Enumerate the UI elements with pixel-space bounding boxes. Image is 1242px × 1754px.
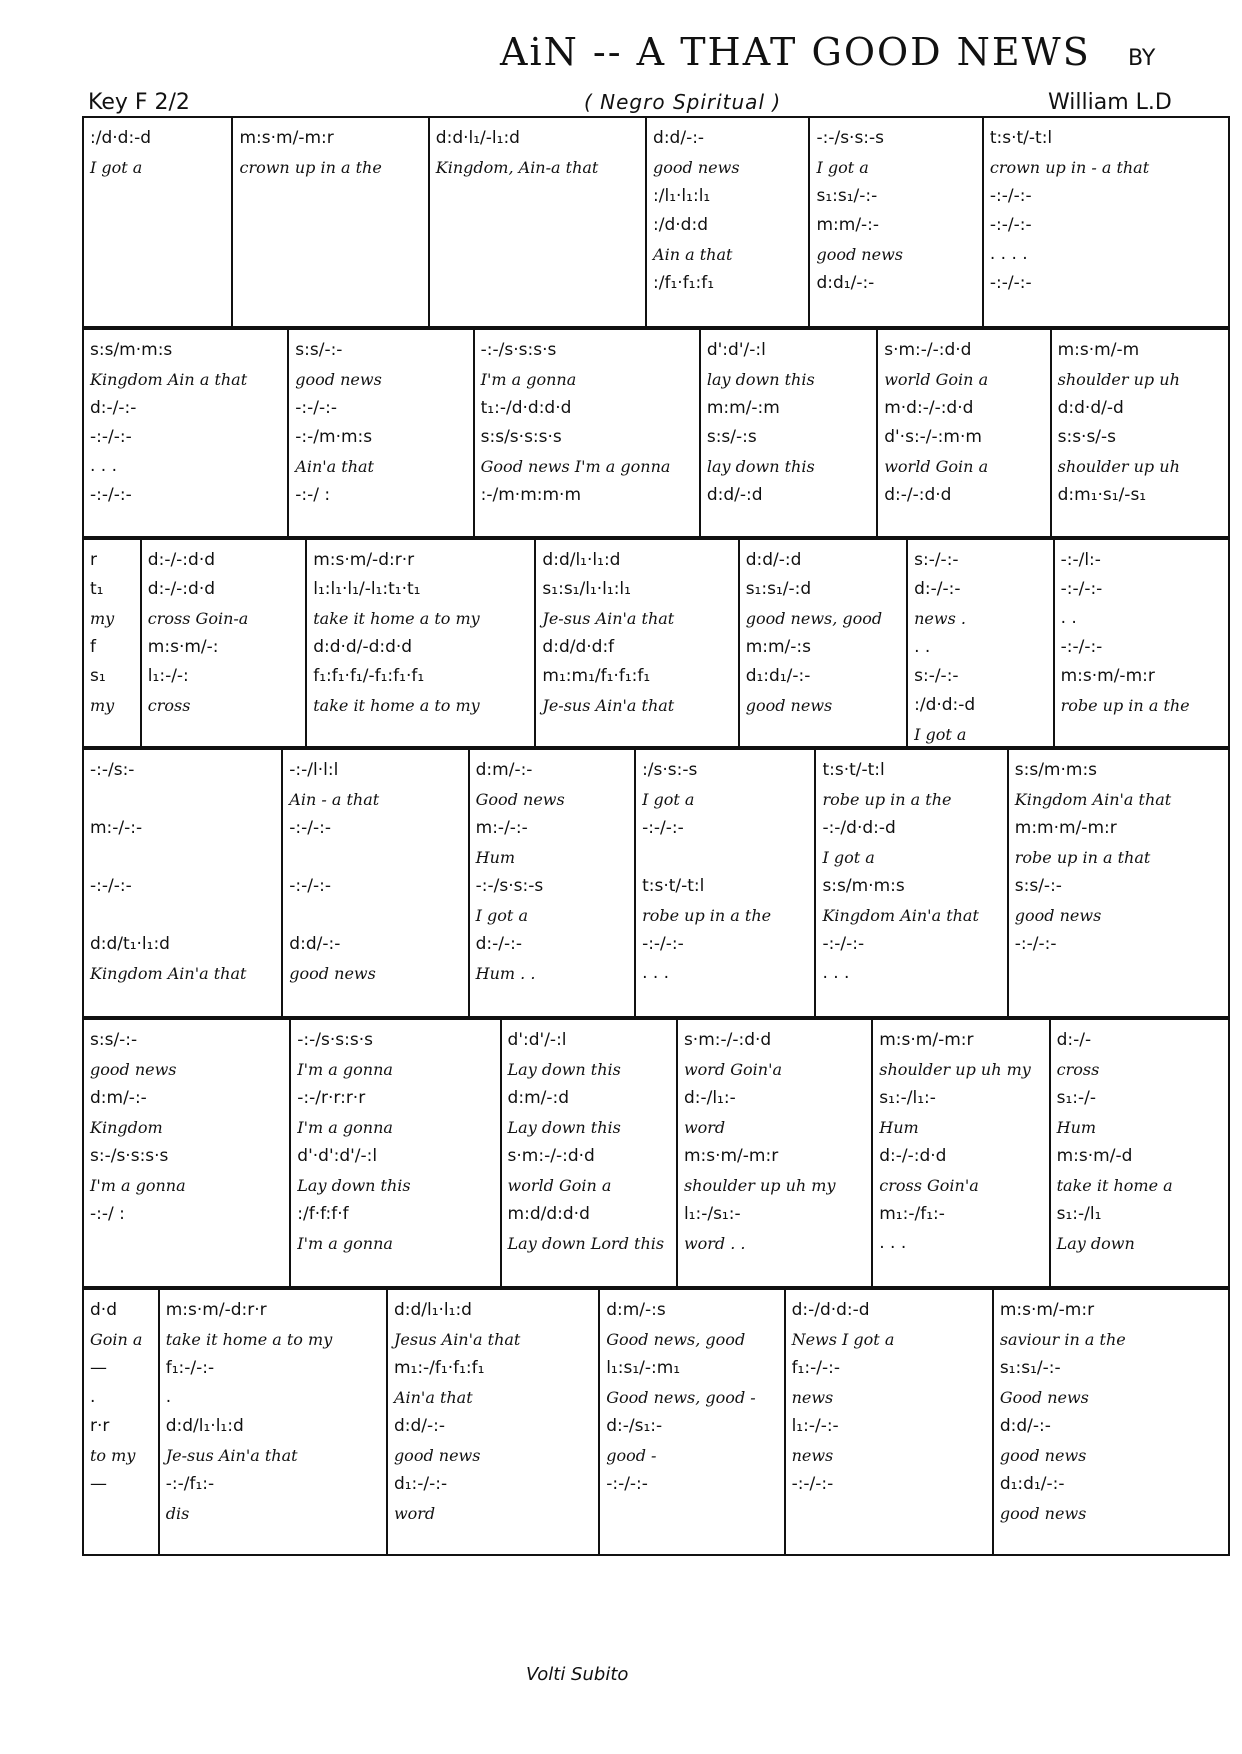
lyric-line: Kingdom Ain'a that bbox=[1014, 790, 1172, 809]
solfa-line: -:-/-:- bbox=[989, 215, 1032, 235]
solfa-line: -:-/-:- bbox=[606, 1474, 648, 1494]
lyric-line: Lay down this bbox=[297, 1176, 411, 1195]
solfa-line: m:m/-:m bbox=[706, 398, 780, 418]
solfa-line: t₁ bbox=[90, 579, 104, 599]
lyric-line: news bbox=[791, 1446, 834, 1465]
lyric-line: News I got a bbox=[791, 1330, 895, 1349]
solfa-line: :/f₁·f₁:f₁ bbox=[653, 273, 715, 293]
lyric-line: good news bbox=[999, 1446, 1087, 1465]
solfa-line: -:-/-:- bbox=[822, 934, 865, 954]
lyric-line: saviour in a the bbox=[999, 1330, 1126, 1349]
lyric-line: robe up in a the bbox=[1060, 696, 1190, 715]
volti-subito-note: Volti Subito bbox=[526, 1664, 629, 1685]
key-signature: Key F 2/2 bbox=[88, 90, 190, 115]
lyric-line: word . . bbox=[683, 1234, 746, 1253]
music-system-1 bbox=[82, 116, 1230, 328]
solfa-line: s:-/s·s:s·s bbox=[90, 1146, 169, 1166]
solfa-line: m₁:-/f₁:- bbox=[879, 1204, 945, 1224]
lyric-line: good news bbox=[816, 245, 903, 264]
lyric-line: Goin a bbox=[90, 1330, 143, 1349]
solfa-line: s:-/-:- bbox=[914, 666, 959, 686]
solfa-line: s:s/m·m:s bbox=[1014, 760, 1098, 780]
lyric-line: I'm a gonna bbox=[297, 1118, 393, 1137]
solfa-line: d:d/d·d:f bbox=[542, 637, 615, 657]
lyric-line: Ain'a that bbox=[393, 1388, 473, 1407]
lyric-line: Je-sus Ain'a that bbox=[165, 1446, 298, 1465]
solfa-line: d:d/l₁·l₁:d bbox=[393, 1300, 472, 1320]
solfa-line: s:s·s/-s bbox=[1057, 427, 1117, 447]
measure bbox=[1055, 540, 1228, 746]
solfa-line: d:-/- bbox=[1056, 1030, 1092, 1050]
by-label: BY bbox=[1128, 46, 1156, 71]
lyric-line: Kingdom bbox=[90, 1118, 163, 1137]
solfa-line: m·d:-/-:d·d bbox=[884, 398, 974, 418]
lyric-line: good news bbox=[90, 1060, 177, 1079]
lyric-line: Good news I'm a gonna bbox=[480, 457, 671, 476]
solfa-line: :/l₁·l₁:l₁ bbox=[653, 186, 711, 206]
lyric-line: Good news bbox=[999, 1388, 1089, 1407]
solfa-line: — bbox=[90, 1358, 107, 1378]
solfa-line: f₁:f₁·f₁/-f₁:f₁·f₁ bbox=[313, 666, 425, 686]
measure bbox=[701, 330, 878, 536]
lyric-line: I'm a gonna bbox=[90, 1176, 186, 1195]
solfa-line: f₁:-/-:- bbox=[791, 1358, 840, 1378]
lyric-line: good news bbox=[1014, 906, 1102, 925]
lyric-line: to my bbox=[90, 1446, 136, 1465]
solfa-line: m:s·m/-d:r·r bbox=[165, 1300, 267, 1320]
lyric-line: Je-sus Ain'a that bbox=[542, 609, 675, 628]
solfa-line: m:s·m/-m bbox=[1057, 340, 1140, 360]
solfa-line: -:-/-:- bbox=[1014, 934, 1057, 954]
solfa-line bbox=[84, 843, 281, 872]
solfa-line: d:d/-:- bbox=[999, 1416, 1051, 1436]
solfa-line: r bbox=[90, 550, 97, 570]
lyric-line: lay down this bbox=[706, 370, 815, 389]
solfa-line: . . bbox=[1060, 608, 1077, 628]
lyric-line: I got a bbox=[822, 848, 875, 867]
solfa-line: s:s/-:s bbox=[706, 427, 757, 447]
solfa-line: . . . bbox=[822, 963, 850, 983]
solfa-line: -:-/-:- bbox=[295, 398, 338, 418]
solfa-line: s₁ bbox=[90, 666, 106, 686]
measure bbox=[283, 750, 469, 1016]
solfa-line: m:s·m/-d bbox=[1056, 1146, 1133, 1166]
solfa-line: d:d/l₁·l₁:d bbox=[165, 1416, 244, 1436]
lyric-line: take it home a to my bbox=[313, 696, 480, 715]
measure bbox=[873, 1020, 1050, 1286]
solfa-line bbox=[283, 843, 467, 872]
lyric-line: I got a bbox=[816, 158, 869, 177]
solfa-line: s₁:s₁/l₁·l₁:l₁ bbox=[542, 579, 631, 599]
song-subtitle: ( Negro Spiritual ) bbox=[584, 90, 782, 114]
solfa-line: s₁:s₁/-:d bbox=[745, 579, 812, 599]
lyric-line: Hum . . bbox=[475, 964, 536, 983]
solfa-line: d':d'/-:l bbox=[706, 340, 766, 360]
solfa-line: d'·d':d'/-:l bbox=[297, 1146, 378, 1166]
measure bbox=[908, 540, 1054, 746]
solfa-line: m:s·m/-m:r bbox=[1060, 666, 1155, 686]
solfa-line: s·m:-/-:d·d bbox=[507, 1146, 595, 1166]
lyric-line: cross Goin'a bbox=[879, 1176, 979, 1195]
lyric-line: my bbox=[90, 609, 115, 628]
lyric-line: robe up in a that bbox=[1014, 848, 1151, 867]
solfa-line: d:d/-:- bbox=[653, 128, 705, 148]
solfa-line: -:-/f₁:- bbox=[165, 1474, 215, 1494]
solfa-line: m₁:m₁/f₁·f₁:f₁ bbox=[542, 666, 651, 686]
solfa-line: -:-/s·s:s·s bbox=[297, 1030, 373, 1050]
solfa-line: d:m/-:- bbox=[475, 760, 533, 780]
solfa-line: r·r bbox=[90, 1416, 110, 1436]
solfa-line: -:-/r·r:r·r bbox=[297, 1088, 366, 1108]
solfa-line: :/s·s:-s bbox=[642, 760, 698, 780]
lyric-line: Kingdom Ain'a that bbox=[90, 964, 247, 983]
measure bbox=[636, 750, 816, 1016]
solfa-line: d₁:d₁/-:- bbox=[999, 1474, 1065, 1494]
solfa-line: -:-/m·m:s bbox=[295, 427, 373, 447]
lyric-line: Kingdom, Ain-a that bbox=[435, 158, 599, 177]
solfa-line bbox=[84, 785, 281, 814]
measure bbox=[1009, 750, 1228, 1016]
solfa-line: s₁:-/l₁ bbox=[1056, 1204, 1102, 1224]
music-system-4 bbox=[82, 748, 1230, 1018]
solfa-line: d:m/-:- bbox=[90, 1088, 147, 1108]
solfa-line: l₁:s₁/-:m₁ bbox=[606, 1358, 681, 1378]
solfa-line: d:-/-:d·d bbox=[884, 485, 952, 505]
solfa-line: m:-/-:- bbox=[475, 818, 528, 838]
measure bbox=[786, 1290, 994, 1554]
lyric-line: crown up in a the bbox=[239, 158, 382, 177]
solfa-line: d:d·d/-d:d·d bbox=[313, 637, 413, 657]
solfa-line bbox=[786, 1499, 992, 1528]
solfa-line: -:-/-:- bbox=[289, 876, 332, 896]
lyric-line: take it home a to my bbox=[165, 1330, 333, 1349]
lyric-line: Good news, good bbox=[606, 1330, 746, 1349]
lyric-line: Good news bbox=[475, 790, 565, 809]
lyric-line: good - bbox=[606, 1446, 657, 1465]
lyric-line: dis bbox=[165, 1504, 190, 1523]
lyric-line: world Goin a bbox=[884, 370, 989, 389]
lyric-line: word Goin'a bbox=[683, 1060, 783, 1079]
solfa-line bbox=[636, 843, 814, 872]
solfa-line: m:m/-:- bbox=[816, 215, 880, 235]
lyric-line: Lay down this bbox=[507, 1118, 621, 1137]
lyric-line: Ain'a that bbox=[295, 457, 374, 476]
solfa-line: -:-/ : bbox=[295, 485, 331, 505]
solfa-line: d:d·l₁/-l₁:d bbox=[435, 128, 520, 148]
measure bbox=[307, 540, 536, 746]
solfa-line: d':d'/-:l bbox=[507, 1030, 567, 1050]
solfa-line: t:s·t/-t:l bbox=[642, 876, 705, 896]
solfa-line: -:-/ : bbox=[90, 1204, 125, 1224]
lyric-line: good news bbox=[653, 158, 740, 177]
solfa-line: m:s·m/-m:r bbox=[879, 1030, 974, 1050]
solfa-line: s:s/-:- bbox=[1014, 876, 1062, 896]
lyric-line: good news, good bbox=[745, 609, 883, 628]
lyric-line: I got a bbox=[914, 725, 967, 744]
solfa-line: d:d/-:- bbox=[289, 934, 341, 954]
measure bbox=[810, 118, 983, 326]
lyric-line: lay down this bbox=[706, 457, 815, 476]
lyric-line: take it home a to my bbox=[313, 609, 480, 628]
lyric-line: Lay down Lord this bbox=[507, 1234, 665, 1253]
solfa-line: . bbox=[165, 1387, 172, 1407]
lyric-line: cross bbox=[1056, 1060, 1100, 1079]
solfa-line: d:-/-:- bbox=[475, 934, 523, 954]
measure bbox=[536, 540, 739, 746]
lyric-line: Ain - a that bbox=[289, 790, 380, 809]
lyric-line: I got a bbox=[90, 158, 143, 177]
solfa-line: d:m/-:d bbox=[507, 1088, 570, 1108]
solfa-line: :/d·d:-d bbox=[914, 695, 976, 715]
solfa-line: -:-/s·s:-s bbox=[475, 876, 544, 896]
solfa-line bbox=[84, 901, 281, 930]
measure bbox=[84, 1020, 291, 1286]
solfa-line: -:-/-:- bbox=[90, 485, 132, 505]
solfa-line: — bbox=[90, 1474, 107, 1494]
solfa-line: m:s·m/-m:r bbox=[999, 1300, 1095, 1320]
solfa-line: -:-/d·d:-d bbox=[822, 818, 896, 838]
lyric-line: cross Goin-a bbox=[147, 609, 249, 628]
solfa-line: -:-/-:- bbox=[289, 818, 332, 838]
lyric-line: good news bbox=[999, 1504, 1087, 1523]
solfa-line: s:s/s·s:s·s bbox=[480, 427, 562, 447]
solfa-line: s:s/-:- bbox=[90, 1030, 138, 1050]
solfa-line: l₁:-/-: bbox=[147, 666, 189, 686]
lyric-line: world Goin a bbox=[884, 457, 989, 476]
solfa-line: d:d·d/-d bbox=[1057, 398, 1124, 418]
lyric-line: I got a bbox=[642, 790, 695, 809]
solfa-line: . bbox=[90, 1387, 96, 1407]
measure bbox=[84, 540, 142, 746]
solfa-line: d:-/s₁:- bbox=[606, 1416, 663, 1436]
solfa-line: d:-/-:- bbox=[914, 579, 961, 599]
solfa-line: . . . bbox=[90, 456, 118, 476]
solfa-line: :/d·d:d bbox=[653, 215, 708, 235]
solfa-line: s·m:-/-:d·d bbox=[683, 1030, 772, 1050]
measure bbox=[740, 540, 908, 746]
lyric-line: world Goin a bbox=[507, 1176, 612, 1195]
solfa-line: d·d bbox=[90, 1300, 117, 1320]
lyric-line: I'm a gonna bbox=[480, 370, 577, 389]
lyric-line: good news bbox=[393, 1446, 481, 1465]
solfa-line: d₁:-/-:- bbox=[393, 1474, 448, 1494]
measure bbox=[84, 750, 283, 1016]
measure bbox=[233, 118, 429, 326]
author-name: William L.D bbox=[1048, 90, 1172, 115]
music-system-2 bbox=[82, 328, 1230, 538]
solfa-line: l₁:-/s₁:- bbox=[683, 1204, 741, 1224]
solfa-line: m:m/-:s bbox=[745, 637, 811, 657]
measure bbox=[470, 750, 636, 1016]
lyric-line: I'm a gonna bbox=[297, 1060, 393, 1079]
solfa-line: m:m·m/-m:r bbox=[1014, 818, 1117, 838]
music-system-5 bbox=[82, 1018, 1230, 1288]
song-title: AiN -- A THAT GOOD NEWS bbox=[500, 30, 1091, 74]
lyric-line: Kingdom Ain a that bbox=[90, 370, 248, 389]
solfa-line: . . . bbox=[879, 1233, 907, 1253]
solfa-line: m:-/-:- bbox=[90, 818, 143, 838]
solfa-line bbox=[600, 1499, 783, 1528]
music-system-3 bbox=[82, 538, 1230, 748]
lyric-line: Hum bbox=[475, 848, 516, 867]
lyric-line: news bbox=[791, 1388, 834, 1407]
lyric-line: Kingdom Ain'a that bbox=[822, 906, 979, 925]
solfa-line: m:s·m/-m:r bbox=[239, 128, 334, 148]
lyric-line: good news bbox=[295, 370, 382, 389]
lyric-line: my bbox=[90, 696, 115, 715]
solfa-line: s₁:-/- bbox=[1056, 1088, 1097, 1108]
solfa-line: d:d/-:- bbox=[393, 1416, 445, 1436]
measure bbox=[291, 1020, 501, 1286]
solfa-line: s·m:-/-:d·d bbox=[884, 340, 972, 360]
solfa-line: d:d/-:d bbox=[745, 550, 802, 570]
solfa-line: -:-/-:- bbox=[1060, 637, 1103, 657]
solfa-line: s:s/-:- bbox=[295, 340, 343, 360]
lyric-line: Hum bbox=[1056, 1118, 1097, 1137]
measure bbox=[160, 1290, 388, 1554]
lyric-line: Je-sus Ain'a that bbox=[542, 696, 675, 715]
solfa-line: -:-/l·l:l bbox=[289, 760, 339, 780]
solfa-line: -:-/-:- bbox=[791, 1474, 834, 1494]
solfa-line: m:d/d:d·d bbox=[507, 1204, 590, 1224]
lyric-line: Lay down bbox=[1056, 1234, 1135, 1253]
solfa-line: :/d·d:-d bbox=[90, 128, 152, 148]
measure bbox=[1052, 330, 1228, 536]
solfa-line: f bbox=[90, 637, 96, 657]
lyric-line: Hum bbox=[879, 1118, 919, 1137]
solfa-line: :-/m·m:m·m bbox=[480, 485, 582, 505]
solfa-line: d:d₁/-:- bbox=[816, 273, 875, 293]
lyric-line: Lay down this bbox=[507, 1060, 621, 1079]
measure bbox=[142, 540, 307, 746]
solfa-line: s:-/-:- bbox=[914, 550, 959, 570]
solfa-line: d:d/t₁·l₁:d bbox=[90, 934, 170, 954]
solfa-line: -:-/-:- bbox=[989, 186, 1032, 206]
solfa-line: m₁:-/f₁·f₁:f₁ bbox=[393, 1358, 485, 1378]
measure bbox=[430, 118, 647, 326]
measure bbox=[84, 118, 233, 326]
solfa-line: s₁:-/l₁:- bbox=[879, 1088, 936, 1108]
solfa-line: -:-/l:- bbox=[1060, 550, 1101, 570]
solfa-line: s₁:s₁/-:- bbox=[999, 1358, 1061, 1378]
music-system-6 bbox=[82, 1288, 1230, 1556]
lyric-line: word bbox=[393, 1504, 436, 1523]
lyric-line: shoulder up uh bbox=[1057, 370, 1180, 389]
lyric-line: I got a bbox=[475, 906, 528, 925]
measure bbox=[84, 330, 289, 536]
solfa-line: -:-/-:- bbox=[90, 876, 132, 896]
solfa-line: d:-/-:d·d bbox=[879, 1146, 947, 1166]
solfa-line: d:m/-:s bbox=[606, 1300, 666, 1320]
measure bbox=[84, 1290, 160, 1554]
measure bbox=[984, 118, 1228, 326]
measure bbox=[502, 1020, 678, 1286]
lyric-line: shoulder up uh bbox=[1057, 457, 1180, 476]
solfa-line bbox=[283, 901, 467, 930]
solfa-line: -:-/s·s:s·s bbox=[480, 340, 557, 360]
measure bbox=[475, 330, 701, 536]
solfa-line: d:d/-:d bbox=[706, 485, 763, 505]
lyric-line: robe up in a the bbox=[822, 790, 952, 809]
solfa-line: d:-/d·d:-d bbox=[791, 1300, 870, 1320]
lyric-line: shoulder up uh my bbox=[879, 1060, 1031, 1079]
lyric-line: take it home a bbox=[1056, 1176, 1173, 1195]
solfa-line: d:-/-:- bbox=[90, 398, 137, 418]
lyric-line: good news bbox=[745, 696, 833, 715]
solfa-line: . . . . bbox=[989, 244, 1028, 264]
solfa-line: :/f·f:f·f bbox=[297, 1204, 349, 1224]
solfa-line: d:d/l₁·l₁:d bbox=[542, 550, 621, 570]
solfa-line: l₁:l₁·l₁/-l₁:t₁·t₁ bbox=[313, 579, 421, 599]
solfa-line: m:s·m/-: bbox=[147, 637, 219, 657]
solfa-line: t₁:-/d·d:d·d bbox=[480, 398, 572, 418]
lyric-line: crown up in - a that bbox=[989, 158, 1150, 177]
solfa-line: -:-/s:- bbox=[90, 760, 135, 780]
solfa-line: f₁:-/-:- bbox=[165, 1358, 215, 1378]
measure bbox=[878, 330, 1051, 536]
solfa-line: m:s·m/-m:r bbox=[683, 1146, 779, 1166]
solfa-line: . . . bbox=[642, 963, 670, 983]
measure bbox=[289, 330, 474, 536]
measure bbox=[647, 118, 810, 326]
solfa-line: d:-/l₁:- bbox=[683, 1088, 736, 1108]
lyric-line: Jesus Ain'a that bbox=[393, 1330, 521, 1349]
lyric-line: good news bbox=[289, 964, 376, 983]
solfa-line: s:s/m·m:s bbox=[822, 876, 905, 896]
measure bbox=[600, 1290, 785, 1554]
lyric-line: shoulder up uh my bbox=[683, 1176, 836, 1195]
solfa-line: -:-/-:- bbox=[1060, 579, 1103, 599]
solfa-line: -:-/-:- bbox=[642, 818, 684, 838]
solfa-line: d'·s:-/-:m·m bbox=[884, 427, 982, 447]
solfa-line: -:-/-:- bbox=[989, 273, 1032, 293]
solfa-line: l₁:-/-:- bbox=[791, 1416, 839, 1436]
solfa-line: -:-/s·s:-s bbox=[816, 128, 885, 148]
solfa-line: s:s/m·m:s bbox=[90, 340, 173, 360]
measure bbox=[994, 1290, 1228, 1554]
solfa-line: s₁:s₁/-:- bbox=[816, 186, 878, 206]
measure bbox=[1051, 1020, 1228, 1286]
solfa-line: t:s·t/-t:l bbox=[989, 128, 1053, 148]
solfa-line: -:-/-:- bbox=[642, 934, 684, 954]
solfa-line: d:-/-:d·d bbox=[147, 579, 216, 599]
measure bbox=[388, 1290, 600, 1554]
solfa-line: t:s·t/-t:l bbox=[822, 760, 885, 780]
solfa-line: d₁:d₁/-:- bbox=[745, 666, 811, 686]
lyric-line: Ain a that bbox=[653, 245, 733, 264]
measure bbox=[678, 1020, 873, 1286]
solfa-line: -:-/-:- bbox=[90, 427, 132, 447]
solfa-line: d:m₁·s₁/-s₁ bbox=[1057, 485, 1147, 505]
lyric-line: Good news, good - bbox=[606, 1388, 756, 1407]
measure bbox=[816, 750, 1008, 1016]
solfa-line: . . bbox=[914, 637, 931, 657]
lyric-line: word bbox=[683, 1118, 726, 1137]
lyric-line: I'm a gonna bbox=[297, 1234, 393, 1253]
lyric-line: robe up in a the bbox=[642, 906, 772, 925]
lyric-line: cross bbox=[147, 696, 191, 715]
lyric-line: news . bbox=[914, 609, 966, 628]
solfa-line: m:s·m/-d:r·r bbox=[313, 550, 415, 570]
solfa-line: d:-/-:d·d bbox=[147, 550, 216, 570]
